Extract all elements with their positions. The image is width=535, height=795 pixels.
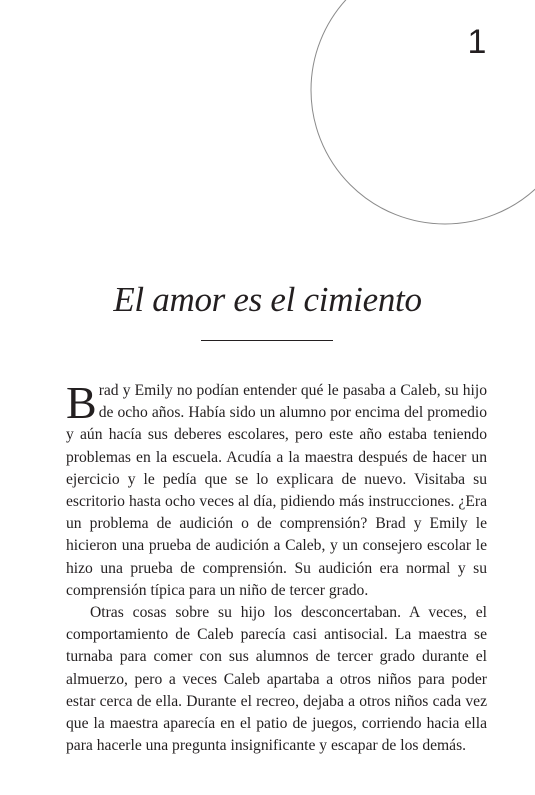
arc-circle — [311, 0, 535, 224]
paragraph-2: Otras cosas sobre su hijo los desconcertaban. A veces, el comportamiento de Caleb parecía casi antisocial. La maestra se turnaba para comer con sus alumnos de tercer grado durante el almuerzo, pero a veces Caleb apartaba a otros niños para poder estar cerca de ella. Durante el recreo, dejaba a otros niños cada vez que la maestra aparecía en el patio de juegos, corriendo hacia ella para hacerle una pregunta insignificante y escapar de los demás. — [66, 604, 487, 755]
chapter-number: 1 — [467, 23, 487, 61]
title-divider — [201, 340, 333, 341]
paragraph-1-text: rad y Emily no podían entender qué le pasaba a Caleb, su hijo de ocho años. Había sido un alumno por encima del promedio y aún hacía sus deberes escolares, pero este año estaba teniendo problemas en la escuela. Acudía a la maestra después de hacer un ejercicio y le pedía que se lo explicara de nuevo. Visitaba su escritorio hasta ocho veces al día, pidiendo más instrucciones. ¿Era un problema de audición o de comprensión? Brad y Emily le hicieron una prueba de audición a Caleb, y un consejero escolar le hizo una prueba de comprensión. Su audición era normal y su comprensión típica para un niño de tercer grado. — [66, 382, 487, 599]
paragraph-1 — [66, 377, 487, 602]
chapter-body — [66, 377, 487, 757]
drop-cap: B — [66, 377, 97, 428]
chapter-title: El amor es el cimiento — [113, 280, 422, 319]
